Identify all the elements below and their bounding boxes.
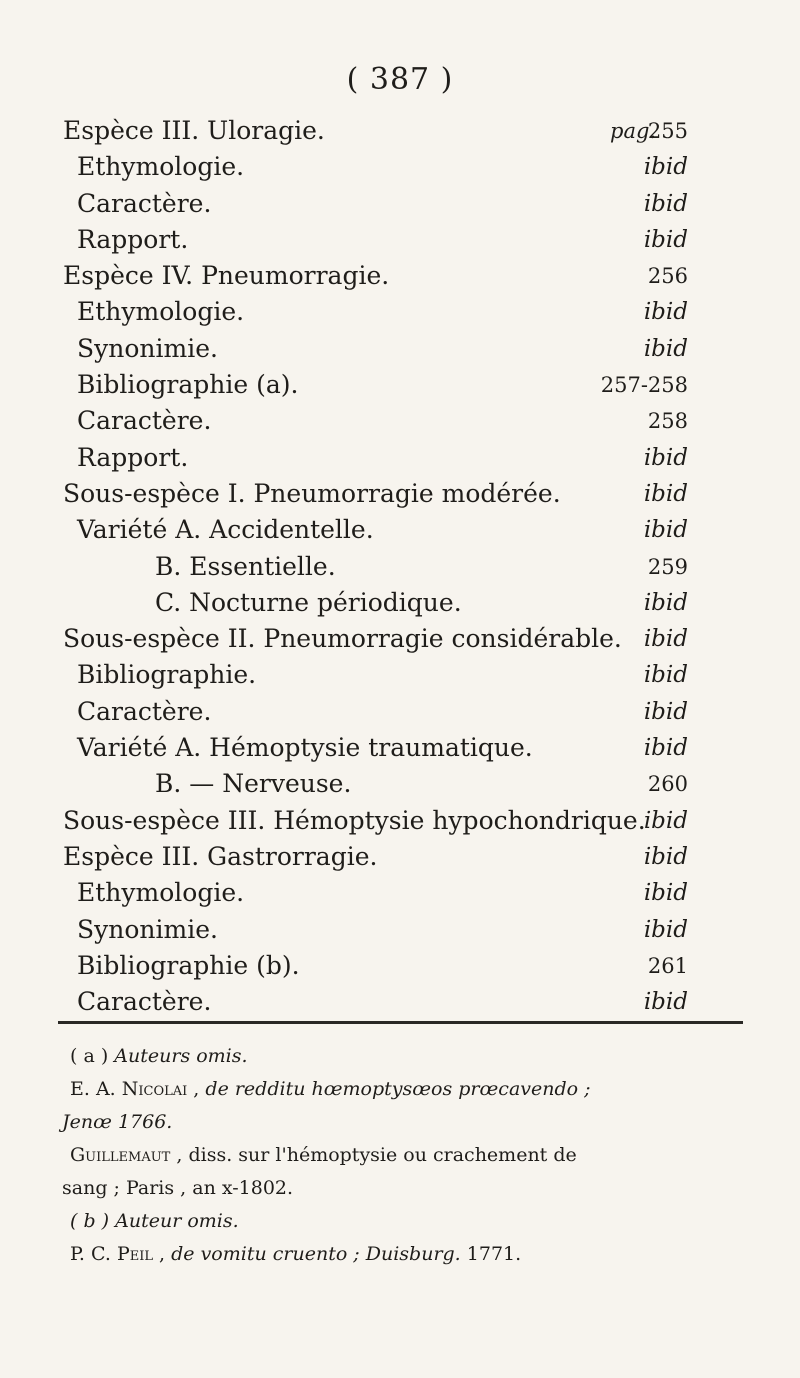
entry-label: Variété A. Hémoptysie traumatique. bbox=[77, 733, 533, 763]
entry-page: ibid bbox=[643, 190, 688, 217]
footnote-marker: ( a ) bbox=[70, 1045, 109, 1067]
toc-entry bbox=[0, 331, 800, 367]
entry-page: ibid bbox=[643, 880, 688, 907]
footnote-divider bbox=[58, 1021, 743, 1024]
entry-label: Synonimie. bbox=[77, 333, 218, 363]
reference-place: Jenœ bbox=[62, 1111, 112, 1133]
entry-page: ibid bbox=[643, 698, 688, 725]
footnotes bbox=[62, 1040, 752, 1271]
entry-page: ibid bbox=[643, 626, 688, 653]
entry-label: Rapport. bbox=[77, 442, 189, 472]
entry-label: C. Nocturne périodique. bbox=[155, 587, 462, 617]
entry-label: Bibliographie (b). bbox=[77, 950, 300, 980]
entry-page: ibid bbox=[643, 444, 688, 471]
pag-label: pag. bbox=[610, 119, 657, 143]
reference-author: Guillemaut , bbox=[70, 1144, 183, 1166]
entry-page: ibid bbox=[643, 226, 688, 253]
toc-entry bbox=[0, 258, 800, 294]
entry-page: ibid bbox=[643, 299, 688, 326]
entry-label: Bibliographie. bbox=[77, 660, 257, 690]
entry-page: ibid bbox=[643, 735, 688, 762]
entry-label: Espèce III. Gastrorragie. bbox=[63, 841, 378, 871]
entry-page: ibid bbox=[643, 517, 688, 544]
entry-label: Rapport. bbox=[77, 224, 189, 254]
footnote-b-heading bbox=[62, 1205, 752, 1238]
entry-label: Sous-espèce I. Pneumorragie modérée. bbox=[63, 478, 561, 508]
entry-page: 256 bbox=[647, 264, 688, 289]
footnote-title: Auteur omis. bbox=[115, 1210, 239, 1232]
table-of-contents bbox=[0, 113, 800, 1020]
toc-entry bbox=[0, 549, 800, 585]
toc-entry bbox=[0, 803, 800, 839]
entry-page: 255 bbox=[647, 119, 688, 143]
reference-guillemaut bbox=[62, 1139, 752, 1172]
entry-label: Ethymologie. bbox=[77, 297, 245, 327]
toc-entry bbox=[0, 403, 800, 439]
entry-label: Sous-espèce III. Hémoptysie hypochondrique. bbox=[63, 805, 646, 835]
toc-entry bbox=[0, 149, 800, 185]
entry-label: Espèce III. Uloragie. bbox=[63, 116, 325, 145]
reference-author: P. C. Peil , bbox=[70, 1243, 166, 1265]
toc-entry bbox=[0, 476, 800, 512]
entry-page: ibid bbox=[643, 916, 688, 943]
entry-page: ibid bbox=[643, 662, 688, 689]
toc-entry bbox=[0, 222, 800, 258]
entry-label: Caractère. bbox=[77, 188, 212, 218]
entry-page: ibid bbox=[643, 843, 688, 870]
entry-label: Caractère. bbox=[77, 987, 212, 1017]
reference-year: 1766. bbox=[117, 1111, 173, 1133]
reference-work: de redditu hœmoptysœos prœcavendo ; bbox=[205, 1078, 591, 1100]
reference-work: de vomitu cruento ; Duisburg. bbox=[171, 1243, 461, 1265]
reference-place: sang ; Paris , an x-1802. bbox=[62, 1177, 294, 1199]
entry-label: Synonimie. bbox=[77, 914, 218, 944]
toc-entry bbox=[0, 367, 800, 403]
toc-entry bbox=[0, 694, 800, 730]
entry-page: ibid bbox=[643, 480, 688, 507]
entry-page: 257-258 bbox=[600, 373, 688, 398]
entry-page: ibid bbox=[643, 989, 688, 1016]
entry-page: 261 bbox=[647, 953, 688, 978]
entry-label: B. — Nerveuse. bbox=[155, 769, 352, 799]
toc-entry bbox=[0, 186, 800, 222]
entry-page: 258 bbox=[647, 409, 688, 434]
reference-work: diss. sur l'hémoptysie ou crachement de bbox=[188, 1144, 577, 1166]
toc-entry bbox=[0, 730, 800, 766]
entry-label: Ethymologie. bbox=[77, 878, 245, 908]
entry-page: 259 bbox=[647, 554, 688, 579]
entry-label: Caractère. bbox=[77, 406, 212, 436]
toc-entry bbox=[0, 512, 800, 548]
reference-author: E. A. Nicolai , bbox=[70, 1078, 200, 1100]
toc-entry bbox=[0, 912, 800, 948]
entry-page: ibid bbox=[643, 154, 688, 181]
entry-label: Variété A. Accidentelle. bbox=[77, 515, 374, 545]
footnote-marker: ( b ) bbox=[70, 1210, 110, 1232]
reference-nicolai-cont bbox=[62, 1106, 752, 1139]
entry-page: ibid bbox=[643, 335, 688, 362]
footnote-title: Auteurs omis. bbox=[114, 1045, 248, 1067]
footnote-a-heading bbox=[62, 1040, 752, 1073]
reference-peil bbox=[62, 1238, 752, 1271]
toc-entry bbox=[0, 585, 800, 621]
toc-entry bbox=[0, 984, 800, 1020]
entry-page: ibid bbox=[643, 589, 688, 616]
toc-entry bbox=[0, 948, 800, 984]
entry-label: Bibliographie (a). bbox=[77, 370, 299, 400]
reference-guillemaut-cont bbox=[62, 1172, 752, 1205]
toc-entry bbox=[0, 766, 800, 802]
toc-entry bbox=[0, 440, 800, 476]
toc-entry bbox=[0, 621, 800, 657]
toc-entry bbox=[0, 875, 800, 911]
reference-year: 1771. bbox=[466, 1243, 522, 1265]
toc-entry bbox=[0, 657, 800, 693]
entry-label: Ethymologie. bbox=[77, 152, 245, 182]
reference-nicolai bbox=[62, 1073, 752, 1106]
entry-label: Caractère. bbox=[77, 696, 212, 726]
page-number: ( 387 ) bbox=[346, 62, 454, 97]
entry-label: Espèce IV. Pneumorragie. bbox=[63, 261, 390, 291]
toc-entry bbox=[0, 113, 800, 149]
toc-entry bbox=[0, 839, 800, 875]
entry-page: 260 bbox=[647, 772, 688, 797]
entry-page: ibid bbox=[643, 807, 688, 834]
toc-entry bbox=[0, 294, 800, 330]
entry-label: B. Essentielle. bbox=[155, 551, 336, 581]
entry-label: Sous-espèce II. Pneumorragie considérable. bbox=[63, 624, 622, 654]
